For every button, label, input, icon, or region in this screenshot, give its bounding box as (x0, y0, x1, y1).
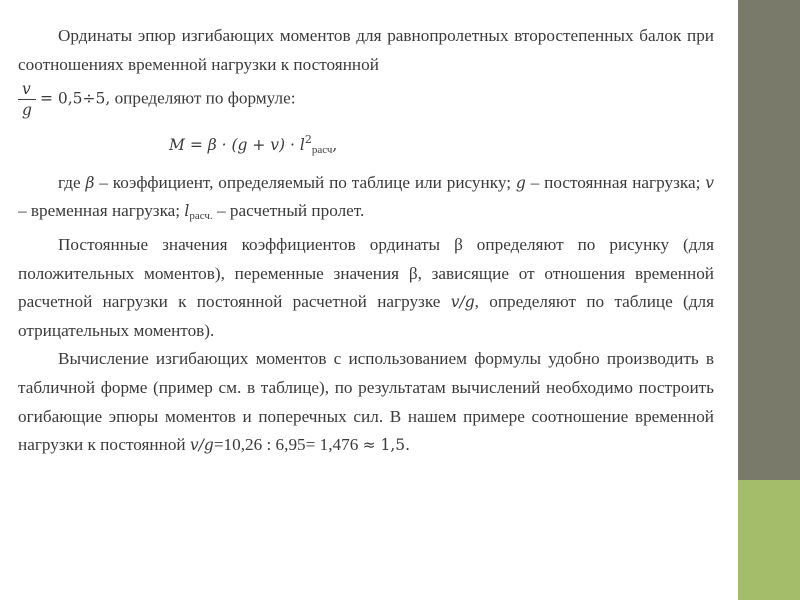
p4-text: Вычисление изгибающих моментов с использованием формулы удобно производить в табличной форме (пример см. в таблице), по результатам вычислений необходимо построить огибающие эпюры моментов и поперечных сил. В нашем примере соотношение временной нагрузки к постоянной (18, 349, 714, 455)
formula-subscript: расч (311, 144, 333, 157)
paragraph-4 (18, 345, 714, 459)
slide-text (18, 22, 714, 460)
p1-line1: Ординаты эпюр изгибающих моментов для равнопролетных второстепенных балок при соотношениях временной нагрузки к постоянной (18, 26, 714, 74)
p2-v-def: – временная нагрузка; (18, 201, 181, 221)
p4-calc: =10,26 : 6,95= 1,476 (213, 435, 359, 455)
p4-approx: ≈ 1,5. (362, 436, 411, 455)
p3-text: Постоянные значения коэффициентов ординаты β определяют по рисунку (для положительных моментов), переменные значения β, зависящие от отношения временной расчетной нагрузки к постоянной расчетной нагрузке (18, 234, 714, 312)
p2-beta: β (85, 173, 95, 192)
p2-l-sub: расч. (189, 210, 213, 223)
ratio-fraction (18, 79, 36, 120)
fraction-numerator: v (18, 79, 36, 100)
p4-ratio: v/g (189, 436, 214, 455)
formula-lhs: M (169, 136, 185, 155)
p2-v: v (705, 173, 714, 192)
formula-exponent: 2 (304, 133, 312, 147)
p2-g-def: – постоянная нагрузка; (530, 172, 701, 192)
fraction-denominator: g (22, 101, 32, 120)
moment-formula (18, 126, 714, 165)
p3-tail: , определяют по таблице (для отрицательных моментов). (18, 292, 715, 340)
paragraph-2 (18, 169, 714, 231)
p2-l: l (184, 202, 190, 221)
paragraph-3 (18, 231, 714, 345)
p2-l-def: – расчетный пролет. (216, 201, 365, 221)
sidebar-accent-block (738, 480, 800, 600)
paragraph-1 (18, 22, 714, 79)
p2-g: g (515, 173, 526, 192)
p2-where: где (58, 172, 81, 192)
p3-ratio: v/g (450, 293, 475, 312)
p1-tail: определяют по формуле: (114, 88, 296, 108)
paragraph-1-ratio (18, 79, 714, 120)
p2-beta-def: – коэффициент, определяемый по таблице или рисунку; (99, 172, 511, 192)
ratio-range: = 0,5÷5, (39, 89, 111, 108)
formula-end: , (332, 136, 338, 155)
formula-rhs: = β · (g + v) · l (189, 136, 305, 155)
